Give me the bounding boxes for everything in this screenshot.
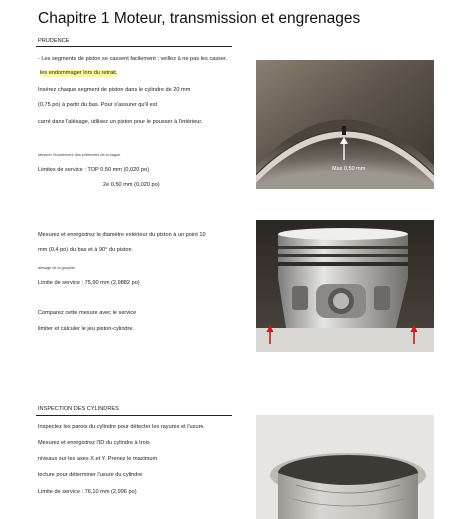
- cylinder-photo: [256, 415, 434, 519]
- text-line: mm (0,4 po) du bas et à 90° du piston: [38, 247, 132, 253]
- photo-label: Max 0,50 mm: [332, 166, 366, 172]
- piston-photo: [256, 220, 434, 352]
- text-line: Comparez cette mesure avec le service: [38, 310, 137, 316]
- note-text: Mesurer l'écartement des extrémités de la bague.: [38, 153, 122, 157]
- heading-rule: [36, 46, 232, 47]
- service-limit: Limite de service : 76,10 mm (2,996 po): [38, 489, 137, 495]
- ring-gap-photo: [256, 60, 434, 189]
- text-line: Mesurez et enregistrez l'ID du cylindre à trois: [38, 440, 150, 446]
- text-line: - Les segments de piston se cassent facilement ; veillez à ne pas les casser.: [38, 56, 228, 62]
- text-line: (0,75 po) à partir du bas. Pour s'assurer qu'il est: [38, 102, 158, 108]
- text-line: limiter et calculer le jeu piston-cylindre.: [38, 326, 135, 332]
- service-limit-2nd: 2e 0,50 mm (0,020 po): [103, 182, 160, 188]
- page-title: Chapitre 1 Moteur, transmission et engrenages: [38, 10, 361, 27]
- text-line: Mesurez et enregistrez le diamètre extérieur du piston à un point 10: [38, 232, 206, 238]
- heading-rule: [36, 415, 232, 416]
- section-heading-prudence: PRUDENCE: [38, 38, 70, 44]
- text-line: carré dans l'alésage, utilisez un piston pour le pousser à l'intérieur.: [38, 119, 203, 125]
- text-line: Inspectez les parois du cylindre pour détecter les rayures et l'usure.: [38, 424, 206, 430]
- text-line: Insérez chaque segment de piston dans le cylindre de 20 mm: [38, 87, 191, 93]
- service-limit-top: Limites de service : TOP 0,50 mm (0,020 po): [38, 167, 149, 173]
- text-line: lecture pour déterminer l'usure du cylindre.: [38, 472, 144, 478]
- text-line: les endommager lors du retrait.: [40, 70, 118, 76]
- section-heading-cylinders: INSPECTION DES CYLINDRES: [38, 406, 119, 412]
- note-text: alésage de la goupille.: [38, 266, 76, 270]
- text-line: niveaux sur les axes X et Y. Prenez le maximum: [38, 456, 158, 462]
- service-limit: Limite de service : 75,90 mm (2,9882 po): [38, 280, 140, 286]
